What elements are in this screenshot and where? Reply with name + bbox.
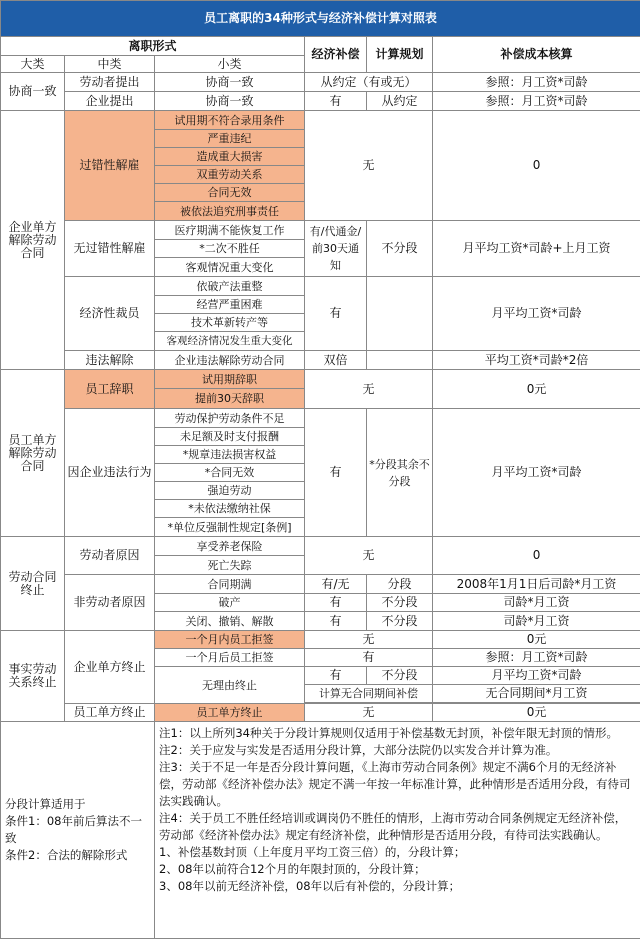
cost-cell: 月平均工资*司龄 [433,409,640,537]
comp-cell: 无 [305,537,433,575]
cost-cell: 月平均工资*司龄 [433,667,640,685]
rule-cell: 不分段 [367,221,433,277]
note-line: 2、08年以前符合12个月的年限封顶的，分段计算； [159,861,636,878]
extra-rule-cell: 计算无合同期间补偿 [305,685,433,703]
condition-line: 分段计算适用于 [5,796,150,813]
notes-cell [155,722,640,939]
minor-cell: 破产 [155,594,305,612]
rule-cell: 从约定 [367,92,433,111]
cost-cell: 0元 [433,704,640,722]
minor-cell: 享受养老保险 [155,537,305,556]
condition-line: 条件2：合法的解除形式 [5,847,150,864]
header-major: 大类 [1,56,65,73]
minor-cell: *未依法缴纳社保 [155,500,305,518]
comp-cell: 无 [305,704,433,722]
cost-cell: 司龄*月工资 [433,612,640,631]
comp-cell: 无 [305,370,433,409]
minor-cell: 技术革新转产等 [155,314,305,332]
minor-cell: 协商一致 [155,73,305,92]
conditions-cell [1,722,155,939]
rule-cell: 不分段 [367,594,433,612]
minor-cell: *规章违法损害权益 [155,446,305,464]
minor-cell: 未足额及时支付报酬 [155,428,305,446]
comp-cell: 有 [305,409,367,537]
minor-cell: *单位反强制性规定[条例] [155,518,305,537]
header-minor: 小类 [155,56,305,73]
minor-cell: 提前30天辞职 [155,389,305,409]
category-contract-termination: 劳动合同终止 [1,537,65,631]
cost-cell: 月平均工资*司龄+上月工资 [433,221,640,277]
comp-cell: 无 [305,111,433,221]
comp-cell: 有 [305,649,433,667]
middle-cell: 无过错性解雇 [65,221,155,277]
header-cost: 补偿成本核算 [433,37,640,73]
header-form: 离职形式 [1,37,305,56]
rule-cell: 分段 [367,575,433,594]
rule-cell: 不分段 [367,612,433,631]
note-line: 注2：关于应发与实发是否适用分段计算，大部分法院仍以实发合并计算为准。 [159,742,636,759]
minor-cell: 劳动保护劳动条件不足 [155,409,305,428]
note-line: 注4：关于员工不胜任经培训或调岗仍不胜任的情形，上海市劳动合同条例规定无经济补偿，劳动部《经济补偿办法》规定有经济补偿，此种情形是否适用分段，有待司法实践确认。 [159,810,636,844]
middle-cell: 非劳动者原因 [65,575,155,631]
note-line: 注1：以上所列34种关于分段计算规则仅适用于补偿基数无封顶，补偿年限无封顶的情形。 [159,725,636,742]
middle-cell: 经济性裁员 [65,277,155,351]
minor-cell: 企业违法解除劳动合同 [155,351,305,370]
minor-cell: 合同期满 [155,575,305,594]
middle-cell: 劳动者原因 [65,537,155,575]
minor-cell: 合同无效 [155,184,305,202]
cost-cell: 0 [433,537,640,575]
note-line: 3、08年以前无经济补偿，08年以后有补偿的，分段计算； [159,878,636,895]
minor-cell: 协商一致 [155,92,305,111]
minor-cell: 无理由终止 [155,667,305,704]
minor-cell: 客观情况重大变化 [155,258,305,277]
header-middle: 中类 [65,56,155,73]
rule-cell [367,351,433,370]
minor-cell: 经营严重困难 [155,296,305,314]
rule-cell: 不分段 [367,667,433,685]
comp-cell: 有/无 [305,575,367,594]
middle-cell: 过错性解雇 [65,111,155,221]
middle-cell: 员工单方终止 [65,704,155,722]
extra-cost-cell: 无合同期间*月工资 [433,685,640,703]
rule-cell [367,277,433,351]
minor-cell: 依破产法重整 [155,277,305,296]
middle-cell: 因企业违法行为 [65,409,155,537]
category-employee-termination: 员工单方解除劳动合同 [1,370,65,537]
minor-cell: 员工单方终止 [155,704,305,722]
middle-cell: 违法解除 [65,351,155,370]
comp-cell: 有 [305,277,367,351]
note-line: 注3：关于不足一年是否分段计算问题，《上海市劳动合同条例》规定不满6个月的无经济补偿，劳动部《经济补偿办法》规定不满一年按一年标准计算，此种情形是否适用分段，有待司法实践确认。 [159,759,636,810]
minor-cell: *二次不胜任 [155,240,305,258]
cost-cell: 0 [433,111,640,221]
cost-cell: 平均工资*司龄*2倍 [433,351,640,370]
cost-cell: 参照：月工资*司龄 [433,73,640,92]
comp-cell: 有/代通金/前30天通知 [305,221,367,277]
minor-cell: 试用期不符合录用条件 [155,111,305,130]
minor-cell: 医疗期满不能恢复工作 [155,221,305,240]
minor-cell: *合同无效 [155,464,305,482]
comp-cell: 有 [305,594,367,612]
cost-cell: 0元 [433,370,640,409]
minor-cell: 被依法追究刑事责任 [155,202,305,221]
cost-cell: 月平均工资*司龄 [433,277,640,351]
comp-cell: 有 [305,612,367,631]
cost-cell: 2008年1月1日后司龄*月工资 [433,575,640,594]
note-line: 1、补偿基数封顶（上年度月平均工资三倍）的，分段计算； [159,844,636,861]
middle-cell: 企业提出 [65,92,155,111]
cost-cell: 参照：月工资*司龄 [433,649,640,667]
comp-cell: 无 [305,631,433,649]
comp-cell: 有 [305,92,367,111]
minor-cell: 死亡失踪 [155,556,305,575]
cost-cell: 参照：月工资*司龄 [433,92,640,111]
middle-cell: 劳动者提出 [65,73,155,92]
rule-cell: *分段其余不分段 [367,409,433,537]
minor-cell: 关闭、撤销、解散 [155,612,305,631]
minor-cell: 造成重大损害 [155,148,305,166]
table-title: 员工离职的34种形式与经济补偿计算对照表 [1,1,640,37]
header-compensation: 经济补偿 [305,37,367,73]
cost-cell: 0元 [433,631,640,649]
category-negotiation: 协商一致 [1,73,65,111]
comp-cell: 双倍 [305,351,367,370]
comp-cell: 有 [305,667,367,685]
minor-cell: 一个月后员工拒签 [155,649,305,667]
minor-cell: 严重违纪 [155,130,305,148]
header-rule: 计算规划 [367,37,433,73]
middle-cell: 企业单方终止 [65,631,155,704]
minor-cell: 客观经济情况发生重大变化 [155,332,305,351]
minor-cell: 双重劳动关系 [155,166,305,184]
comp-rule-cell: 从约定（有或无） [305,73,433,92]
middle-cell: 员工辞职 [65,370,155,409]
cost-cell: 司龄*月工资 [433,594,640,612]
condition-line: 条件1：08年前后算法不一致 [5,813,150,847]
category-employer-termination: 企业单方解除劳动合同 [1,111,65,370]
minor-cell: 一个月内员工拒签 [155,631,305,649]
category-factual-relationship: 事实劳动关系终止 [1,631,65,722]
minor-cell: 试用期辞职 [155,370,305,389]
minor-cell: 强迫劳动 [155,482,305,500]
